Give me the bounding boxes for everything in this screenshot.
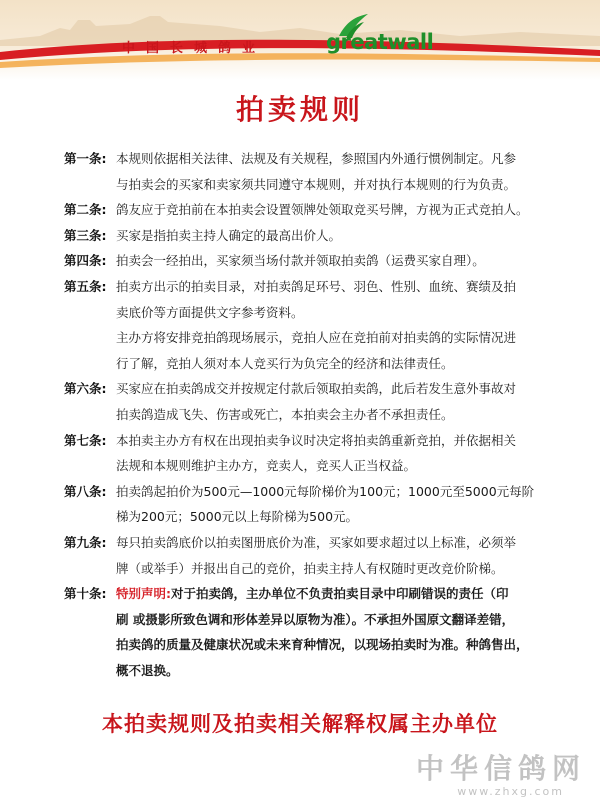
rule-label: 第十条:	[64, 586, 107, 602]
rule-label: 第一条:	[64, 151, 107, 166]
site-watermark	[416, 753, 586, 798]
rule-text: 卖底价等方面提供文字参考资料。	[116, 304, 304, 320]
rule-text: 买家应在拍卖鸽成交并按规定付款后领取拍卖鸽，此后若发生意外事故对	[116, 381, 517, 397]
rule-text: 拍卖鸽造成飞失、伤害或死亡，本拍卖会主办者不承担责任。	[116, 406, 454, 422]
rule-item	[64, 479, 572, 530]
rule-item	[64, 376, 572, 427]
rule-text: 梯为200元；5000元以上每阶梯为500元。	[116, 509, 359, 525]
rule-label: 第九条:	[64, 534, 107, 550]
rule-text: 每只拍卖鸽底价以拍卖图册底价为准，买家如要求超过以上标准，必须举	[116, 534, 517, 550]
rule-item	[64, 197, 572, 223]
rule-text-rest: 对于拍卖鸽，主办单位不负责拍卖目录中印刷错误的责任（印	[171, 586, 509, 602]
rule-text: 牌（或举手）并报出自己的竞价，拍卖主持人有权随时更改竞价阶梯。	[116, 560, 504, 576]
watermark-text: 中华信鸽网	[415, 752, 586, 785]
rule-text: 刷 或摄影所致色调和形体差异以原物为准）。不承担外国原文翻译差错，	[116, 611, 515, 627]
page-title: 拍卖规则	[235, 93, 364, 126]
rule-item	[64, 248, 572, 274]
rule-item	[64, 223, 572, 249]
rule-item-10	[64, 581, 572, 683]
rule-text	[116, 581, 572, 607]
rule-label: 第三条:	[64, 227, 107, 243]
rule-text: 拍卖会一经拍出，买家须当场付款并领取拍卖鸽（运费买家自理）。	[116, 253, 485, 269]
rule-label: 第二条:	[64, 202, 107, 218]
rule-text: 拍卖鸽的质量及健康状况或未来育种情况，以现场拍卖时为准。种鸽售出，	[116, 637, 529, 653]
watermark-url: www.zhxg.com	[457, 785, 564, 798]
rule-text: 本规则依据相关法律、法规及有关规程，参照国内外通行惯例制定。凡参	[116, 151, 517, 166]
footer-slogan: 本拍卖规则及拍卖相关解释权属主办单位	[102, 711, 498, 736]
rule-label: 第六条:	[64, 381, 107, 397]
rule-text: 主办方将安排竞拍鸽现场展示，竞拍人应在竞拍前对拍卖鸽的实际情况进	[116, 330, 517, 346]
rule-text: 拍卖方出示的拍卖目录，对拍卖鸽足环号、羽色、性别、血统、赛绩及拍	[116, 278, 517, 294]
header-swoosh	[0, 0, 600, 80]
rule-text: 本拍卖主办方有权在出现拍卖争议时决定将拍卖鸽重新竞拍，并依据相关	[116, 432, 517, 448]
rule-label: 第七条:	[64, 432, 107, 448]
rule-text: 概不退换。	[116, 662, 179, 678]
special-statement-label: 特别声明:	[116, 586, 171, 602]
rule-text: 拍卖鸽起拍价为500元—1000元每阶梯价为100元；1000元至5000元每阶	[116, 483, 535, 499]
brand-name: 中国长城鸽业	[122, 41, 267, 56]
rule-item	[64, 530, 572, 581]
rule-item	[64, 146, 572, 197]
rule-label: 第四条:	[64, 253, 107, 269]
rule-label: 第五条:	[64, 278, 107, 294]
rule-item	[64, 274, 572, 376]
rule-text: 鸽友应于竞拍前在本拍卖会设置领牌处领取竞买号牌，方视为正式竞拍人。	[116, 202, 529, 218]
rule-text: 行了解，竞拍人须对本人竞买行为负完全的经济和法律责任。	[116, 355, 454, 371]
rule-label: 第八条:	[64, 483, 107, 499]
rules-list	[64, 146, 572, 683]
greatwall-logo: greatwall	[326, 30, 434, 54]
rule-text: 买家是指拍卖主持人确定的最高出价人。	[116, 227, 342, 243]
header-band	[0, 0, 600, 80]
rule-item	[64, 428, 572, 479]
rule-text: 与拍卖会的买家和卖家须共同遵守本规则，并对执行本规则的行为负责。	[116, 176, 517, 192]
rule-text: 法规和本规则维护主办方，竞卖人，竞买人正当权益。	[116, 458, 417, 474]
